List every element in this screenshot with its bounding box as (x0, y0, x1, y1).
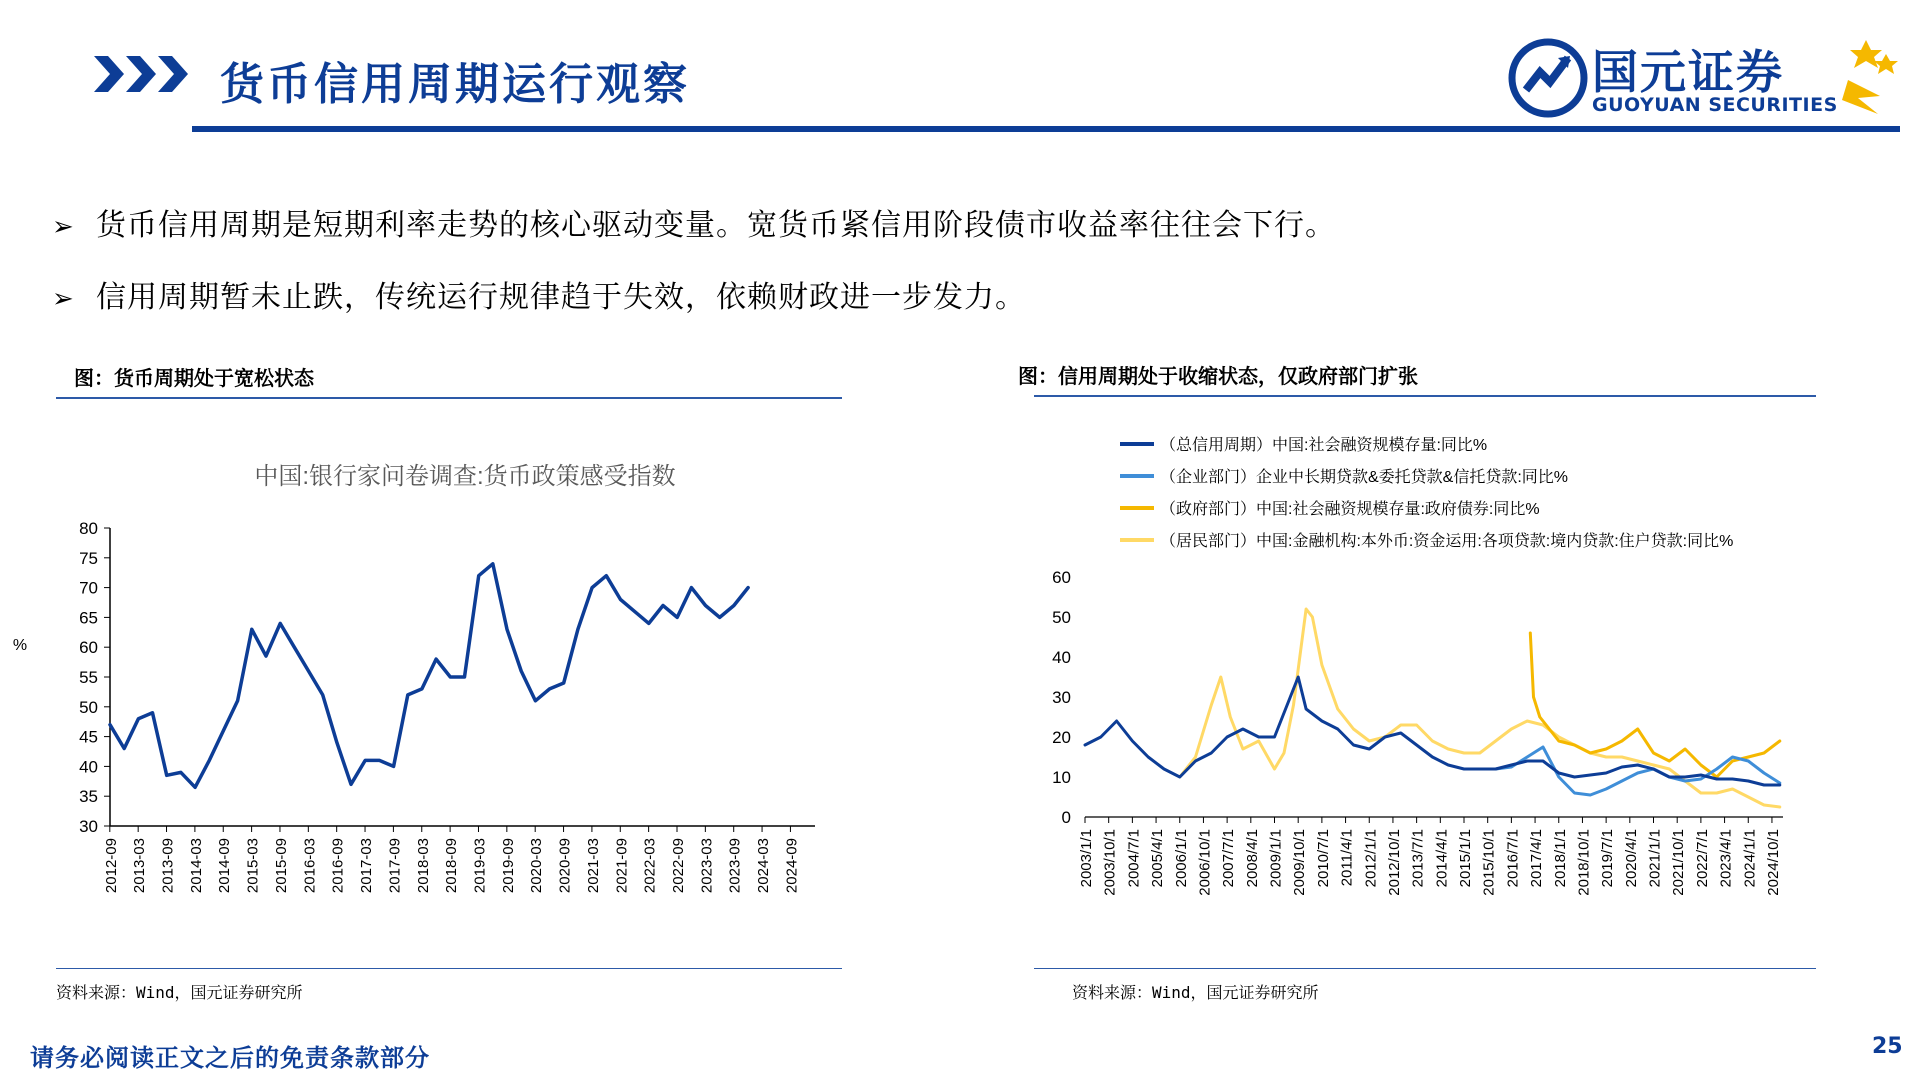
chart1-y-label: % (12, 637, 28, 654)
logo-stars-icon (1838, 36, 1900, 116)
credit-cycle-chart (1030, 425, 1830, 925)
chart1-x-tick-label: 2015-09 (272, 838, 290, 894)
logo-english-name: GUOYUAN SECURITIES (1592, 94, 1838, 116)
title-rule (192, 126, 1900, 132)
chart1-y-tick-label: 60 (79, 638, 98, 658)
chart1-x-tick-label: 2024-09 (783, 838, 801, 894)
chart1-x-tick-label: 2018-03 (414, 838, 432, 894)
chart1-x-tick-label: 2016-03 (301, 838, 319, 894)
logo-emblem-icon (1508, 38, 1588, 118)
bullet-arrow-icon: ➢ (52, 212, 75, 242)
chart1-x-tick-label: 2014-09 (216, 838, 234, 894)
chart2-x-tick-label: 2022/7/1 (1693, 829, 1711, 888)
chart1-y-tick-label: 40 (79, 757, 98, 777)
chart2-x-tick-label: 2006/10/1 (1196, 829, 1214, 896)
chart2-x-tick-label: 2009/10/1 (1291, 829, 1309, 896)
right-caption-rule (1034, 395, 1816, 397)
chart2-x-tick-label: 2021/10/1 (1670, 829, 1688, 896)
chart1-y-tick-label: 35 (79, 787, 98, 807)
chart2-x-tick-label: 2019/7/1 (1599, 829, 1617, 888)
chart2-x-tick-label: 2013/7/1 (1409, 829, 1427, 888)
chart2-x-tick-label: 2020/4/1 (1622, 829, 1640, 888)
chart1-x-tick-label: 2017-09 (386, 838, 404, 894)
chart1-x-tick-label: 2013-09 (159, 838, 177, 894)
chart2-y-tick-label: 40 (1052, 648, 1071, 667)
chart1-x-tick-label: 2023-09 (726, 838, 744, 894)
chart1-y-tick-label: 50 (79, 697, 98, 717)
chart1-x-tick-label: 2020-03 (528, 838, 546, 894)
chart1-x-tick-label: 2013-03 (131, 838, 149, 894)
chart2-y-tick-label: 60 (1052, 568, 1071, 587)
chart2-x-tick-label: 2015/10/1 (1480, 829, 1498, 896)
chart2-x-tick-label: 2012/10/1 (1385, 829, 1403, 896)
bullet-2-text: 信用周期暂未止跌，传统运行规律趋于失效，依赖财政进一步发力。 (96, 280, 1026, 315)
chart1-x-tick-label: 2018-09 (443, 838, 461, 894)
chart2-series-line (1085, 677, 1780, 785)
logo-chinese-name: 国元证券 (1592, 45, 1784, 99)
chart1-y-tick-label: 55 (79, 668, 98, 687)
left-source-rule (56, 968, 842, 969)
chart1-x-tick-label: 2020-09 (556, 838, 574, 894)
chart2-x-tick-label: 2008/4/1 (1243, 829, 1261, 888)
bullet-1-text: 货币信用周期是短期利率走势的核心驱动变量。宽货币紧信用阶段债市收益率往往会下行。 (96, 208, 1336, 243)
chart2-x-tick-label: 2009/1/1 (1267, 829, 1285, 888)
company-logo (1508, 36, 1900, 120)
chart2-x-tick-label: 2017/4/1 (1528, 829, 1546, 888)
chart1-x-tick-label: 2015-03 (244, 838, 262, 894)
right-source-rule (1034, 968, 1816, 969)
chart2-x-tick-label: 2024/10/1 (1764, 829, 1782, 896)
chart2-x-tick-label: 2007/7/1 (1220, 829, 1238, 888)
chart1-x-tick-label: 2023-03 (698, 838, 716, 894)
chart1-y-tick-label: 80 (79, 519, 98, 538)
chart2-x-tick-label: 2003/1/1 (1078, 829, 1095, 888)
chart2-x-tick-label: 2005/4/1 (1149, 829, 1167, 888)
bullet-2 (52, 272, 1026, 316)
chart2-x-tick-label: 2014/4/1 (1433, 829, 1451, 888)
chart1-x-tick-label: 2022-03 (641, 838, 659, 894)
chart1-x-tick-label: 2012-09 (102, 838, 120, 894)
chart1-x-tick-label: 2024-03 (755, 838, 773, 894)
chart1-x-tick-label: 2021-03 (584, 838, 602, 894)
chart2-y-tick-label: 20 (1052, 728, 1071, 747)
chart2-x-tick-label: 2015/1/1 (1457, 829, 1475, 888)
chart1-y-tick-label: 30 (79, 817, 98, 836)
disclaimer-footer: 请务必阅读正文之后的免责条款部分 (30, 1044, 430, 1072)
page-title: 货币信用周期运行观察 (220, 59, 690, 110)
chart1-y-tick-label: 65 (79, 608, 98, 628)
chart1-x-tick-label: 2019-09 (499, 838, 517, 894)
chart2-y-tick-label: 0 (1061, 808, 1071, 827)
chart1-y-tick-label: 75 (79, 548, 98, 568)
chart1-x-tick-label: 2016-09 (329, 838, 347, 894)
chart1-title: 中国:银行家问卷调查:货币政策感受指数 (254, 463, 676, 490)
chart1-x-tick-label: 2022-09 (669, 838, 687, 894)
chart2-x-tick-label: 2018/1/1 (1551, 829, 1569, 888)
chart1-x-tick-label: 2021-09 (613, 838, 631, 894)
chart1-x-tick-label: 2014-03 (187, 838, 205, 894)
chart2-legend-label: （总信用周期）中国:社会融资规模存量:同比% (1160, 437, 1488, 454)
chart2-x-tick-label: 2011/4/1 (1338, 829, 1356, 887)
chart2-series-line (1530, 633, 1780, 777)
chart2-series-line (1496, 747, 1780, 795)
chart1-y-tick-label: 45 (79, 727, 98, 747)
left-chart-caption: 图：货币周期处于宽松状态 (74, 366, 314, 390)
chart2-legend-label: （居民部门）中国:金融机构:本外币:资金运用:各项贷款:境内贷款:住户贷款:同比% (1160, 533, 1734, 550)
chart2-x-tick-label: 2012/1/1 (1362, 829, 1380, 888)
chart2-x-tick-label: 2003/10/1 (1101, 829, 1119, 896)
chart2-y-tick-label: 30 (1052, 688, 1071, 707)
chart1-series-line (110, 564, 748, 788)
chart2-x-tick-label: 2004/7/1 (1125, 829, 1143, 888)
chart1-x-tick-label: 2019-03 (471, 838, 489, 894)
bullet-arrow-icon: ➢ (52, 284, 75, 314)
chart2-x-tick-label: 2006/1/1 (1172, 829, 1190, 888)
chart1-x-tick-label: 2017-03 (358, 838, 376, 894)
left-caption-rule (56, 397, 842, 399)
bullet-1 (52, 200, 1336, 244)
chart2-x-tick-label: 2018/10/1 (1575, 829, 1593, 896)
right-chart-caption: 图：信用周期处于收缩状态，仅政府部门扩张 (1018, 364, 1418, 388)
chevrons-icon (94, 54, 194, 94)
chart1-y-tick-label: 70 (79, 578, 98, 598)
chart2-y-tick-label: 50 (1052, 608, 1071, 627)
chart2-x-tick-label: 2016/7/1 (1504, 829, 1522, 888)
chart2-x-tick-label: 2010/7/1 (1314, 829, 1332, 888)
left-source-note: 资料来源：Wind，国元证券研究所 (56, 983, 303, 1002)
page-number: 25 (1872, 1034, 1903, 1059)
right-source-note: 资料来源：Wind，国元证券研究所 (1072, 983, 1319, 1002)
chart2-x-tick-label: 2021/1/1 (1646, 829, 1664, 888)
chart2-x-tick-label: 2024/1/1 (1741, 829, 1759, 888)
chart2-x-tick-label: 2023/4/1 (1717, 829, 1735, 888)
monetary-policy-chart (0, 440, 850, 940)
chart2-legend-label: （政府部门）中国:社会融资规模存量:政府债券:同比% (1160, 501, 1540, 518)
chart2-y-tick-label: 10 (1052, 768, 1071, 787)
chart2-legend-label: （企业部门）企业中长期贷款&委托贷款&信托贷款:同比% (1160, 469, 1569, 486)
